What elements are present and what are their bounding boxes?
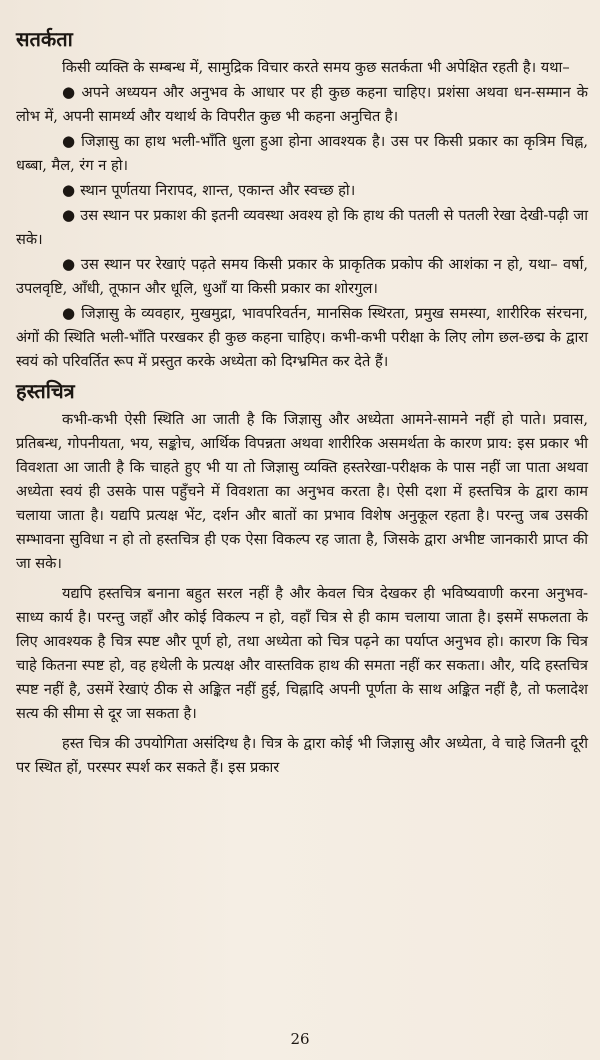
bullet-dot: ● (62, 83, 77, 101)
hand-picture-paragraph: यद्यपि हस्तचित्र बनाना बहुत सरल नहीं है और केवल चित्र देखकर ही भविष्यवाणी करना अनुभव-साध्य कार्य है। परन्तु जहाँ और कोई विकल्प न हो, वहाँ चित्र से ही काम चलाया जाता है। इसमें सफलता के लिए आवश्यक है चित्र स्पष्ट और पूर्ण हो, तथा अध्येता को चित्र पढ़ने का पर्याप्त अनुभव हो। कारण कि चित्र चाहे कितना स्पष्ट हो, वह हथेली के प्रत्यक्ष और वास्तविक हाथ की समता नहीं कर सकता। और, यदि हस्तचित्र स्पष्ट नहीं है, उसमें रेखाएं ठीक से अङ्कित नहीं हुई, चिह्नादि अपनी पूर्णता के साथ अङ्कित नहीं है, तो फलादेश सत्य की सीमा से दूर जा सकता है। (16, 585, 588, 722)
bullet-dot: ● (62, 255, 76, 273)
bullet-dot: ● (62, 181, 76, 199)
caution-bullet-item (16, 301, 588, 374)
bullet-text: अपने अध्ययन और अनुभव के आधार पर ही कुछ कहना चाहिए। प्रशंसा अथवा धन-सम्मान के लोभ में, अपनी सामर्थ्य और यथार्थ के विपरीत कुछ भी कहना अनुचित है। (16, 84, 588, 125)
page-number: 26 (290, 1030, 310, 1048)
bullet-text: उस स्थान पर रेखाएं पढ़ते समय किसी प्रकार के प्राकृतिक प्रकोप की आशंका न हो, यथा– वर्षा, उपलवृष्टि, आँधी, तूफान और धूलि, धुआँ या किसी प्रकार का शोरगुल। (16, 256, 588, 297)
bullet-text: जिज्ञासु के व्यवहार, मुखमुद्रा, भावपरिवर्तन, मानसिक स्थिरता, प्रमुख समस्या, शारीरिक संरचना, अंगों की स्थिति भली-भाँति परखकर ही कुछ कहना चाहिए। कभी-कभी परीक्षा के लिए लोग छल-छद्म के द्वारा स्वयं को परिवर्तित रूप में प्रस्तुत करके अध्येता को दिग्भ्रमित कर देते हैं। (16, 305, 588, 370)
section-heading-caution: सतर्कता (16, 27, 73, 51)
bullet-text: उस स्थान पर प्रकाश की इतनी व्यवस्था अवश्य हो कि हाथ की पतली से पतली रेखा देखी-पढ़ी जा सके। (16, 207, 588, 248)
caution-bullet-item (16, 129, 588, 178)
bullet-dot: ● (62, 132, 77, 150)
hand-picture-paragraph: कभी-कभी ऐसी स्थिति आ जाती है कि जिज्ञासु और अध्येता आमने-सामने नहीं हो पाते। प्रवास, प्रतिबन्ध, गोपनीयता, भय, सङ्कोच, आर्थिक विपन्नता अथवा शारीरिक असमर्थता के कारण प्राय: इस प्रकार भी विवशता आ जाती है कि चाहते हुए भी या तो जिज्ञासु व्यक्ति हस्तरेखा-परीक्षक के पास नहीं जा पाता अथवा अध्येता स्वयं ही उसके पास पहुँचने में विवशता का अनुभव करता है। ऐसी दशा में हस्तचित्र के द्वारा काम चलाया जाता है। यद्यपि प्रत्यक्ष भेंट, दर्शन और बातों का प्रभाव विशेष अनुकूल रहता है। परन्तु जब उसकी सम्भावना सुविधा न हो तो हस्तचित्र ही एक ऐसा विकल्प रह जाता है, जिसके द्वारा अभीष्ट जानकारी प्राप्त की जा सके। (16, 411, 588, 572)
section-heading-hand-picture: हस्तचित्र (16, 379, 75, 403)
bullet-dot: ● (62, 206, 76, 224)
bullet-dot: ● (62, 304, 77, 322)
bullet-text: स्थान पूर्णतया निरापद, शान्त, एकान्त और स्वच्छ हो। (80, 182, 356, 199)
caution-bullet-item (16, 203, 588, 252)
caution-bullet-item (16, 252, 588, 301)
caution-bullet-item (16, 80, 588, 129)
caution-intro-paragraph: किसी व्यक्ति के सम्बन्ध में, सामुद्रिक विचार करते समय कुछ सतर्कता भी अपेक्षित रहती है। यथा– (62, 59, 570, 76)
caution-bullet-item (16, 178, 588, 203)
bullet-text: जिज्ञासु का हाथ भली-भाँति धुला हुआ होना आवश्यक है। उस पर किसी प्रकार का कृत्रिम चिह्न, धब्बा, मैल, रंग न हो। (16, 133, 589, 174)
hand-picture-paragraph: हस्त चित्र की उपयोगिता असंदिग्ध है। चित्र के द्वारा कोई भी जिज्ञासु और अध्येता, वे चाहे जितनी दूरी पर स्थित हों, परस्पर स्पर्श कर सकते हैं। इस प्रकार (16, 735, 588, 776)
